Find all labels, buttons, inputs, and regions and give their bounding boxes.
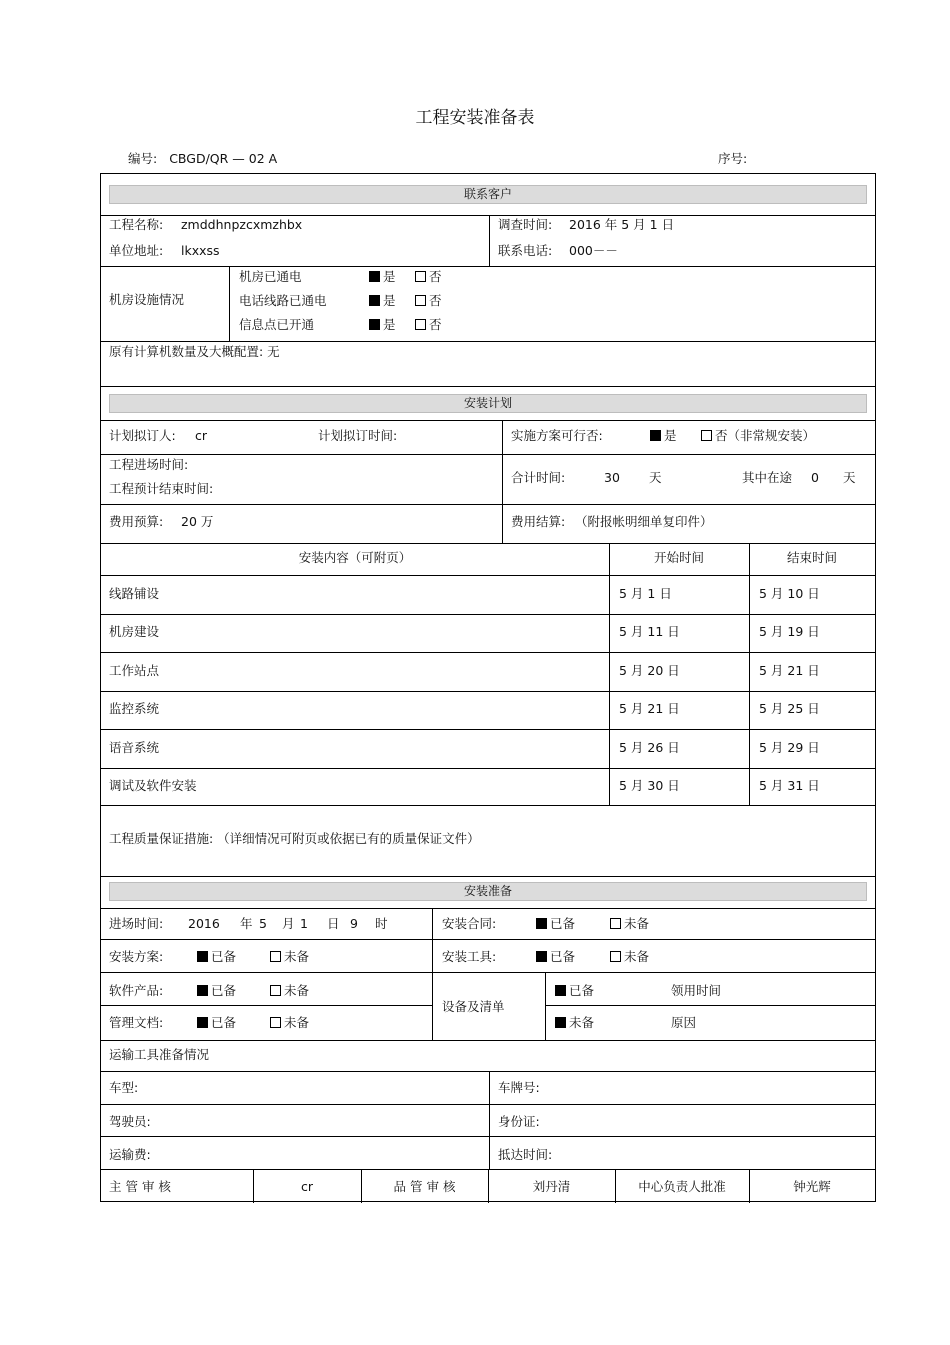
unchecked-box-icon — [415, 319, 426, 330]
docs-ready: 已备 — [197, 1015, 236, 1031]
checked-box-icon — [555, 985, 566, 996]
schedule-row-task: 调试及软件安装 — [109, 778, 197, 793]
unchecked-box-icon — [415, 271, 426, 282]
facility-power-label: 机房已通电 — [239, 269, 302, 284]
transit-unit: 天 — [843, 470, 856, 485]
entry-year-unit: 年 — [240, 916, 253, 931]
transport-fee-label: 运输费: — [109, 1147, 151, 1162]
schedule-header-content: 安装内容（可附页） — [298, 550, 412, 565]
schedule-row-start: 5 月 26 日 — [619, 740, 680, 755]
survey-time-value: 2016 年 5 月 1 日 — [569, 217, 675, 232]
feasible-no: 否（非常规安装） — [701, 428, 815, 444]
schedule-row-start: 5 月 20 日 — [619, 663, 680, 678]
software-ready: 已备 — [197, 983, 236, 999]
total-time-value: 30 — [604, 470, 620, 485]
plate-label: 车牌号: — [498, 1080, 540, 1095]
form-table — [100, 173, 876, 1202]
id-card-label: 身份证: — [498, 1114, 540, 1129]
form-code-value: CBGD/QR — 02 A — [169, 151, 278, 166]
total-time-label: 合计时间: — [511, 470, 566, 485]
schedule-header-start: 开始时间 — [653, 550, 704, 565]
docs-label: 管理文档: — [109, 1015, 164, 1030]
unchecked-box-icon — [270, 951, 281, 962]
center-approval-label: 中心负责人批准 — [638, 1179, 726, 1194]
form-title: 工程安装准备表 — [415, 108, 535, 128]
checked-box-icon — [197, 985, 208, 996]
section-band-customer: 联系客户 — [109, 185, 867, 204]
arrival-time-label: 抵达时间: — [498, 1147, 553, 1162]
reason-label: 原因 — [671, 1015, 697, 1030]
form-code-label: 编号: — [128, 151, 158, 166]
schedule-row-start: 5 月 11 日 — [619, 624, 680, 639]
software-label: 软件产品: — [109, 983, 164, 998]
schedule-row-end: 5 月 21 日 — [759, 663, 820, 678]
equipment-ready: 已备 — [555, 983, 594, 999]
scheme-not-ready: 未备 — [270, 949, 309, 965]
schedule-row-task: 监控系统 — [109, 701, 160, 716]
budget-value: 20 万 — [181, 514, 214, 529]
unchecked-box-icon — [270, 985, 281, 996]
qc-review-label: 品 管 审 核 — [393, 1179, 456, 1194]
facility-network-label: 信息点已开通 — [239, 317, 315, 332]
contract-not-ready: 未备 — [610, 916, 649, 932]
checked-box-icon — [369, 295, 380, 306]
section-band-plan: 安装计划 — [109, 394, 867, 413]
entry-month-unit: 月 — [282, 916, 295, 931]
tools-not-ready: 未备 — [610, 949, 649, 965]
form-code — [128, 149, 277, 167]
entry-day: 1 — [300, 916, 308, 931]
checked-box-icon — [369, 271, 380, 282]
budget-label: 费用预算: — [109, 514, 164, 529]
checked-box-icon — [555, 1017, 566, 1028]
entry-day-unit: 日 — [327, 916, 340, 931]
entry-hour: 9 — [350, 916, 358, 931]
schedule-row-end: 5 月 25 日 — [759, 701, 820, 716]
driver-label: 驾驶员: — [109, 1114, 151, 1129]
scheme-ready: 已备 — [197, 949, 236, 965]
tools-label: 安装工具: — [442, 949, 497, 964]
project-name-label: 工程名称: — [109, 217, 164, 232]
schedule-row-end: 5 月 29 日 — [759, 740, 820, 755]
serial-label: 序号: — [718, 151, 748, 166]
schedule-row-task: 工作站点 — [109, 663, 160, 678]
plan-time-label: 计划拟订时间: — [318, 428, 398, 443]
entry-time-label: 进场时间: — [109, 916, 164, 931]
schedule-row-end: 5 月 31 日 — [759, 778, 820, 793]
end-time-label: 工程预计结束时间: — [109, 481, 214, 496]
schedule-row-start: 5 月 30 日 — [619, 778, 680, 793]
planner-label: 计划拟订人: — [109, 428, 176, 443]
quality-note: 工程质量保证措施: （详细情况可附页或依据已有的质量保证文件） — [109, 831, 480, 846]
facility-network-no: 否 — [415, 317, 442, 333]
planner-value: cr — [195, 428, 208, 443]
schedule-header-end: 结束时间 — [786, 550, 837, 565]
phone-label: 联系电话: — [498, 243, 553, 258]
schedule-row-end: 5 月 10 日 — [759, 586, 820, 601]
settle-label: 费用结算: — [511, 514, 566, 529]
equipment-label: 设备及清单 — [442, 999, 505, 1014]
feasible-label: 实施方案可行否: — [511, 428, 603, 443]
schedule-row-task: 线路铺设 — [109, 586, 160, 601]
unchecked-box-icon — [610, 918, 621, 929]
contract-label: 安装合同: — [442, 916, 497, 931]
qc-review-value: 刘丹清 — [532, 1179, 571, 1194]
facility-power-yes: 是 — [369, 269, 396, 285]
address-label: 单位地址: — [109, 243, 164, 258]
phone-value: 000－－ — [569, 243, 618, 258]
entry-hour-unit: 时 — [375, 916, 388, 931]
tools-ready: 已备 — [536, 949, 575, 965]
checked-box-icon — [536, 951, 547, 962]
schedule-row-start: 5 月 21 日 — [619, 701, 680, 716]
survey-time-label: 调查时间: — [498, 217, 553, 232]
project-name-value: zmddhnpzcxmzhbx — [181, 217, 303, 232]
supervisor-review-label: 主 管 审 核 — [109, 1179, 171, 1194]
facility-label: 机房设施情况 — [109, 292, 185, 307]
facility-phone-no: 否 — [415, 293, 442, 309]
unchecked-box-icon — [270, 1017, 281, 1028]
facility-network-yes: 是 — [369, 317, 396, 333]
center-approval-value: 钟光辉 — [793, 1179, 831, 1194]
schedule-row-start: 5 月 1 日 — [619, 586, 672, 601]
transit-value: 0 — [811, 470, 819, 485]
facility-phone-label: 电话线路已通电 — [239, 293, 327, 308]
software-not-ready: 未备 — [270, 983, 309, 999]
checked-box-icon — [197, 951, 208, 962]
contract-ready: 已备 — [536, 916, 575, 932]
entry-year: 2016 — [188, 916, 220, 931]
checked-box-icon — [536, 918, 547, 929]
feasible-yes: 是 — [650, 428, 677, 444]
settle-note: （附报帐明细单复印件） — [575, 514, 713, 529]
scheme-label: 安装方案: — [109, 949, 164, 964]
checked-box-icon — [369, 319, 380, 330]
computers-note: 原有计算机数量及大概配置: 无 — [109, 344, 280, 359]
supervisor-review-value: cr — [300, 1179, 313, 1194]
section-band-prep: 安装准备 — [109, 882, 867, 901]
transit-label: 其中在途 — [742, 470, 793, 485]
unchecked-box-icon — [415, 295, 426, 306]
total-time-unit: 天 — [649, 470, 662, 485]
equipment-not-ready: 未备 — [555, 1015, 594, 1031]
transport-title: 运输工具准备情况 — [109, 1047, 210, 1062]
docs-not-ready: 未备 — [270, 1015, 309, 1031]
facility-power-no: 否 — [415, 269, 442, 285]
schedule-row-task: 机房建设 — [109, 624, 160, 639]
checked-box-icon — [197, 1017, 208, 1028]
unchecked-box-icon — [701, 430, 712, 441]
facility-phone-yes: 是 — [369, 293, 396, 309]
car-type-label: 车型: — [109, 1080, 139, 1095]
unchecked-box-icon — [610, 951, 621, 962]
checked-box-icon — [650, 430, 661, 441]
entry-month: 5 — [259, 916, 267, 931]
schedule-row-task: 语音系统 — [109, 740, 160, 755]
address-value: lkxxss — [181, 243, 220, 258]
pickup-time-label: 领用时间 — [671, 983, 722, 998]
schedule-row-end: 5 月 19 日 — [759, 624, 820, 639]
enter-time-label: 工程进场时间: — [109, 457, 189, 472]
